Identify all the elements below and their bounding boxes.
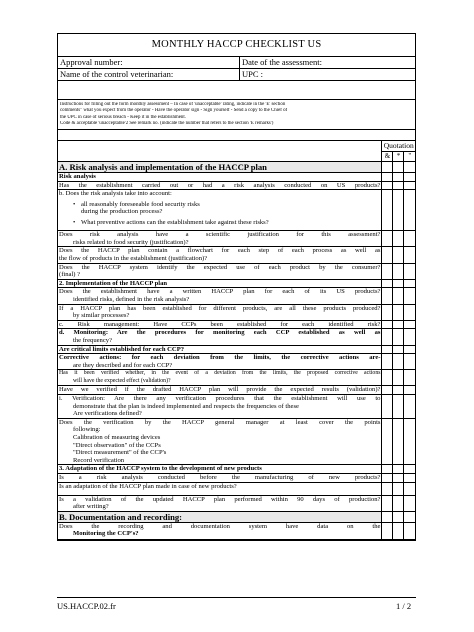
table-row xyxy=(58,386,415,395)
table-row xyxy=(58,181,415,190)
table-row xyxy=(58,370,415,386)
page-title: MONTHLY HACCP CHECKLIST US xyxy=(58,34,415,57)
rating-cell[interactable] xyxy=(404,247,415,263)
table-row xyxy=(58,474,415,483)
section-b-heading: B. Documentation and recording: xyxy=(58,511,382,522)
question-text: by similar processes? xyxy=(73,312,130,320)
spacer-row xyxy=(58,130,415,141)
question-text: will have the expected effect (validation)? xyxy=(73,377,171,384)
assessment-date-field[interactable]: Date of the assessment: xyxy=(242,57,323,67)
rating-cell[interactable] xyxy=(382,329,393,345)
rating-cell[interactable] xyxy=(382,190,393,231)
info-row-1 xyxy=(58,57,415,69)
rating-cell[interactable] xyxy=(404,474,415,483)
rating-cell[interactable] xyxy=(404,181,415,190)
question-text: the frequency? xyxy=(73,336,112,344)
table-row xyxy=(58,522,415,539)
table-row xyxy=(58,329,415,345)
checklist-table xyxy=(58,141,415,540)
rating-cell[interactable] xyxy=(393,418,404,465)
question-text: during the production process? xyxy=(81,208,163,216)
question-text: "Direct observation" of the CCPs xyxy=(73,441,161,449)
rating-cell[interactable] xyxy=(382,522,393,539)
question-text: "Direct measurement" of the CCP's xyxy=(73,449,167,457)
rating-cell[interactable] xyxy=(404,320,415,329)
table-row xyxy=(58,395,415,419)
rating-cell[interactable] xyxy=(404,370,415,386)
table-row xyxy=(58,231,415,247)
rating-cell[interactable] xyxy=(393,345,404,354)
table-row xyxy=(58,247,415,263)
rating-cell[interactable] xyxy=(393,329,404,345)
rating-cell[interactable] xyxy=(404,329,415,345)
question-text: all reasonably foreseeable food security risks xyxy=(81,200,200,208)
rating-cell[interactable] xyxy=(382,345,393,354)
question-text: i. Verification: Are there any verification procedures that the establishment will use to xyxy=(59,395,381,403)
table-row xyxy=(58,345,415,354)
rating-cell[interactable] xyxy=(404,418,415,465)
table-row xyxy=(58,354,415,370)
rating-cell[interactable] xyxy=(404,345,415,354)
question-text: c. Risk management: Have CCPs been established for each identified risk? xyxy=(59,320,381,328)
rating-cell[interactable] xyxy=(382,386,393,395)
question-text: following: xyxy=(73,426,101,434)
question-text: What preventive actions can the establishment take against these risks? xyxy=(81,218,269,226)
instruction-line: Instructions for filling out the form monthly assessment – In case of 'unacceptable' rating, indicate in the 'E' section xyxy=(60,102,286,107)
footer-divider xyxy=(57,597,416,598)
question-text: Is a risk analysis conducted before the manufacturing of new products? xyxy=(59,474,381,481)
table-row xyxy=(58,495,415,511)
bullet-icon: • xyxy=(73,218,76,226)
upc-field[interactable]: UPC : xyxy=(242,69,264,79)
control-veterinarian-field[interactable]: Name of the control veterinarian: xyxy=(58,69,240,80)
question-text: Monitoring the CCP's? xyxy=(73,530,139,538)
table-row xyxy=(58,320,415,329)
rating-cell[interactable] xyxy=(393,231,404,247)
table-row xyxy=(58,288,415,304)
rating-cell[interactable] xyxy=(382,304,393,320)
question-text: Does the HACCP system identify the expected use of each product by the consumer? xyxy=(59,263,381,271)
rating-cell[interactable] xyxy=(393,386,404,395)
question-text: Are critical limits established for each CCP? xyxy=(58,345,382,354)
rating-cell[interactable] xyxy=(393,474,404,483)
rating-cell[interactable] xyxy=(393,320,404,329)
rating-cell[interactable] xyxy=(382,263,393,279)
rating-cell[interactable] xyxy=(382,482,393,495)
rating-cell[interactable] xyxy=(393,190,404,231)
table-row xyxy=(58,304,415,320)
question-text: Is a validation of the updated HACCP plan performed within 90 days of production? xyxy=(59,495,381,503)
question-text: Has it been verified whether, in the event of a deviation from the limits, the proposed corrective actions xyxy=(59,370,381,377)
question-text: Has the establishment carried out or had a risk analysis conducted on US products? xyxy=(59,181,381,189)
subsection-risk-analysis: Risk analysis xyxy=(58,173,382,182)
rating-cell[interactable] xyxy=(404,231,415,247)
rating-cell[interactable] xyxy=(382,320,393,329)
page-number: 1 / 2 xyxy=(396,601,412,611)
rating-cell[interactable] xyxy=(393,247,404,263)
table-row xyxy=(58,482,415,495)
rating-cell[interactable] xyxy=(393,263,404,279)
question-text: (final) ? xyxy=(59,271,81,279)
blank-row xyxy=(58,81,415,100)
rating-cell[interactable] xyxy=(404,288,415,304)
question-text: Is an adaptation of the HACCP plan made in case of new products? xyxy=(58,482,382,495)
approval-number-field[interactable]: Approval number: xyxy=(58,57,240,68)
rating-cell[interactable] xyxy=(393,354,404,370)
rating-cell[interactable] xyxy=(404,386,415,395)
quotation-col-3: " xyxy=(404,152,415,162)
instructions xyxy=(58,100,415,130)
question-text: risks related to food security (justification)? xyxy=(73,238,189,246)
question-text: the flow of products in the establishment (justification)? xyxy=(59,254,208,262)
subsection-implementation: 2. Implementation of the HACCP plan xyxy=(58,279,382,288)
table-row xyxy=(58,263,415,279)
rating-cell[interactable] xyxy=(404,495,415,511)
rating-cell[interactable] xyxy=(404,190,415,231)
rating-cell[interactable] xyxy=(382,495,393,511)
rating-cell[interactable] xyxy=(404,522,415,539)
table-row xyxy=(58,418,415,465)
question-text: Corrective actions: for each deviation from the limits, the corrective actions are- xyxy=(59,354,381,362)
rating-cell[interactable] xyxy=(393,288,404,304)
question-text: Does the HACCP plan contain a flowchart for each step of each process as well as xyxy=(59,247,381,255)
rating-cell[interactable] xyxy=(382,474,393,483)
instruction-line: comments" what you expect from the operator - Have the operator sign - Sign yourself - Send a copy to the Chief of xyxy=(60,108,288,114)
question-text: Does risk analysis have a scientific justification for this assessment? xyxy=(59,231,381,239)
rating-cell[interactable] xyxy=(393,482,404,495)
question-text: Are verifications defined? xyxy=(73,410,142,418)
quotation-col-2: * xyxy=(393,152,404,162)
question-text: Record verification xyxy=(73,456,125,464)
document-reference: US.HACCP.02.fr xyxy=(57,601,116,611)
instruction-line: the UPC in case of serious breach - Keep it in the establishment. xyxy=(60,114,186,120)
rating-cell[interactable] xyxy=(393,181,404,190)
question-text: d. Monitoring: Are the procedures for monitoring each CCP established as well as xyxy=(59,329,381,337)
rating-cell[interactable] xyxy=(382,247,393,263)
instruction-line: Code & acceptable 'unacceptable'2 See remark no. (indicate the number that refers to the section 'E remarks') xyxy=(60,120,274,126)
question-text: Have we verified if the drafted HACCP plan will provide the expected results (validation)? xyxy=(59,386,381,394)
section-a-heading: A. Risk analysis and implementation of the HACCP plan xyxy=(58,162,382,173)
subsection-adaptation: 3. Adaptation of the HACCP system to the development of new products xyxy=(58,465,382,474)
quotation-col-1: & xyxy=(382,152,393,162)
question-text: Does the verification by the HACCP general manager at least cover the points xyxy=(59,418,381,426)
bullet-icon: • xyxy=(73,200,76,208)
question-text: Does the recording and documentation system have data on the xyxy=(59,522,381,530)
rating-cell[interactable] xyxy=(382,395,393,419)
question-text: If a HACCP plan has been established for different products, are all these products produced? xyxy=(59,304,381,312)
rating-cell[interactable] xyxy=(393,395,404,419)
checklist-frame xyxy=(57,33,416,541)
question-text: Does the establishment have a written HACCP plan for each of its US products? xyxy=(59,288,381,296)
question-text: demonstrate that the plan is indeed implemented and respects the frequencies of these xyxy=(73,402,299,410)
rating-cell[interactable] xyxy=(382,181,393,190)
rating-cell[interactable] xyxy=(382,354,393,370)
info-row-2 xyxy=(58,69,415,81)
rating-cell[interactable] xyxy=(404,263,415,279)
rating-cell[interactable] xyxy=(404,482,415,495)
question-text: Calibration of measuring devices xyxy=(73,434,161,442)
rating-cell[interactable] xyxy=(404,304,415,320)
table-row xyxy=(58,190,415,231)
question-text: are they described and for each CCP? xyxy=(73,361,173,369)
rating-cell[interactable] xyxy=(393,522,404,539)
rating-cell[interactable] xyxy=(393,304,404,320)
question-text: after writing? xyxy=(73,503,109,511)
rating-cell[interactable] xyxy=(382,370,393,386)
quotation-header: Quotation xyxy=(383,141,414,150)
rating-cell[interactable] xyxy=(382,418,393,465)
rating-cell[interactable] xyxy=(393,495,404,511)
rating-cell[interactable] xyxy=(382,288,393,304)
question-text: b. Does the risk analysis take into account: xyxy=(59,190,172,198)
rating-cell[interactable] xyxy=(382,231,393,247)
question-text: identified risks, defined in the risk analysis? xyxy=(73,295,190,303)
rating-cell[interactable] xyxy=(404,395,415,419)
rating-cell[interactable] xyxy=(393,370,404,386)
rating-cell[interactable] xyxy=(404,354,415,370)
